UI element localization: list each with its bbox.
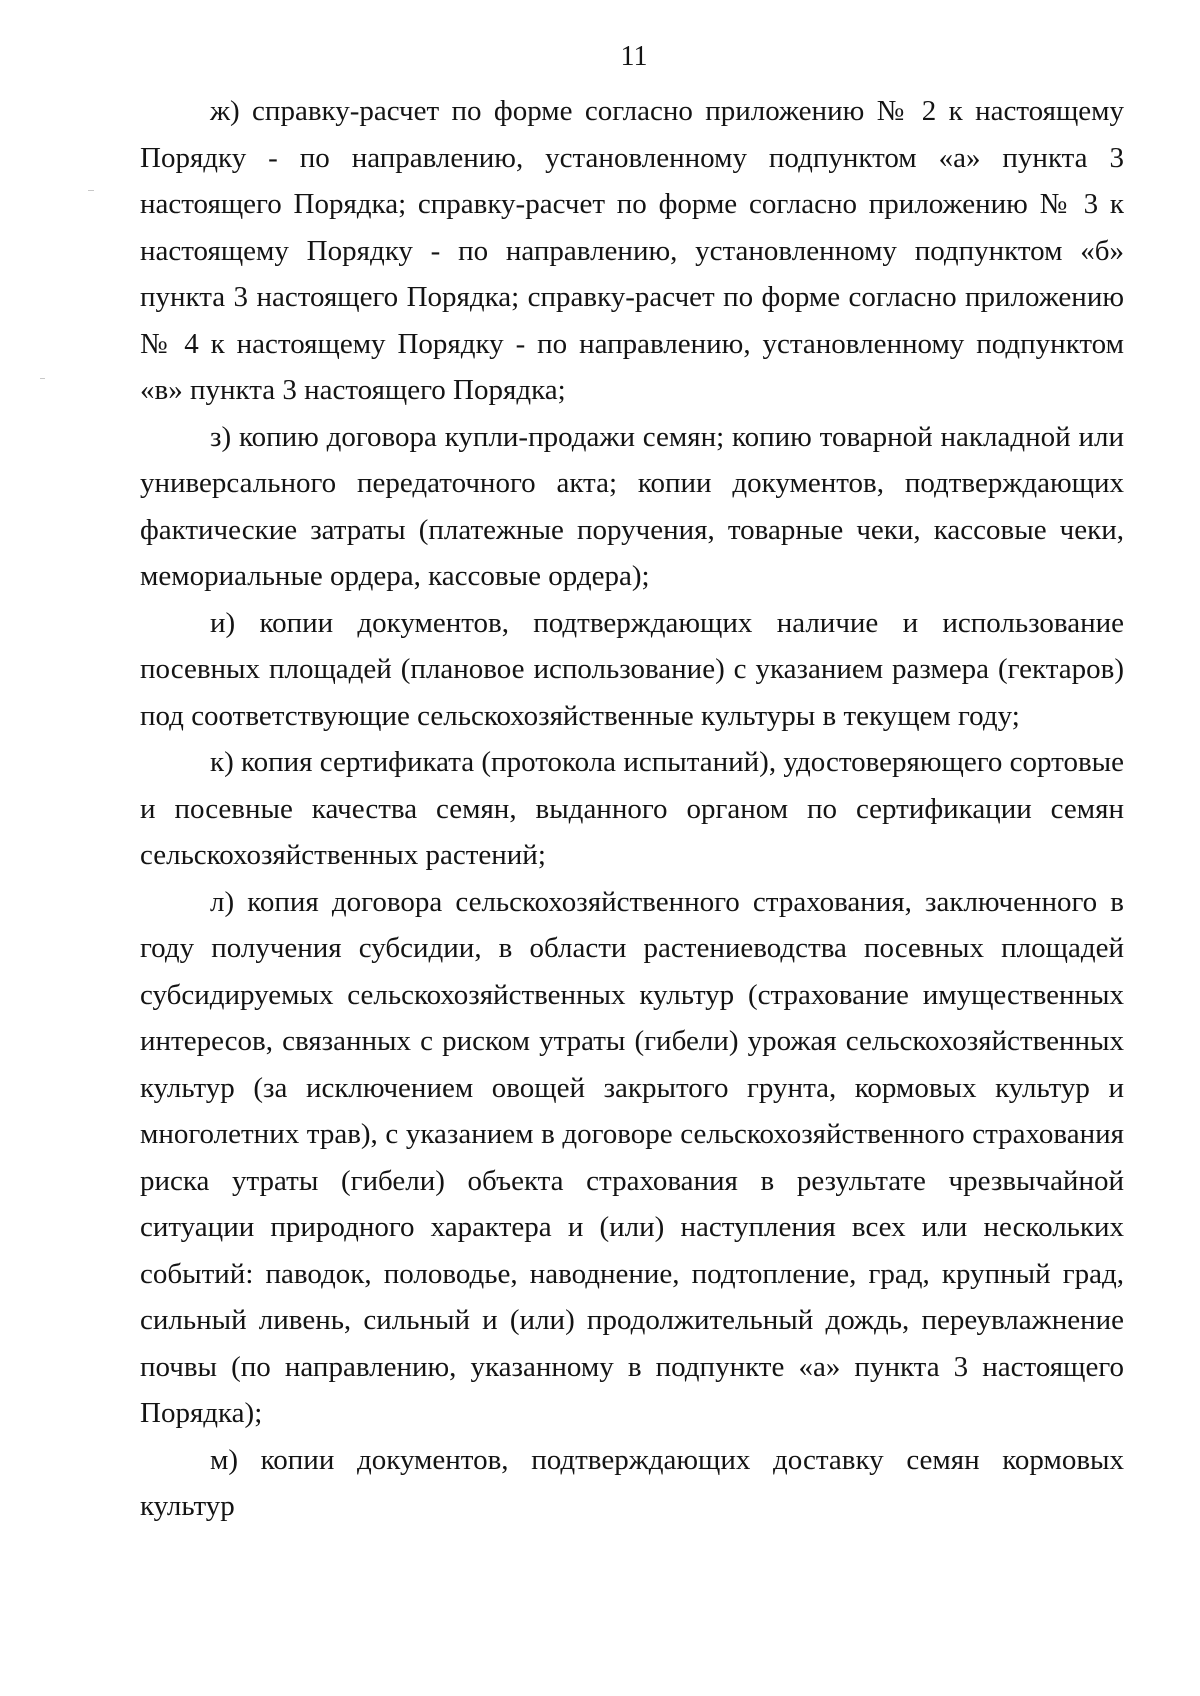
paragraph-l: л) копия договора сельскохозяйственного страхования, заключенного в году получения субсидии, в области растениеводства посевных площадей субсидируемых сельскохозяйственных культур (страхование имущественных интересов, связанных с риском утраты (гибели) урожая сельскохозяйственных культур (за исключением овощей закрытого грунта, кормовых культур и многолетних трав), с указанием в договоре сельскохозяйственного страхования риска утраты (гибели) объекта страхования в результате чрезвычайной ситуации природного характера и (или) наступления всех или нескольких событий: паводок, половодье, наводнение, подтопление, град, крупный град, сильный ливень, сильный и (или) продолжительный дождь, переувлажнение почвы (по направлению, указанному в подпункте «а» пункта 3 настоящего Порядка); (140, 885, 1124, 1429)
paragraph-m: м) копии документов, подтверждающих доставку семян кормовых культур (140, 1443, 1124, 1522)
paragraph-z: з) копию договора купли-продажи семян; копию товарной накладной или универсального передаточного акта; копии документов, подтверждающих фактические затраты (платежные поручения, товарные чеки, кассовые чеки, мемориальные ордера, кассовые ордера); (140, 420, 1124, 592)
page-number: 11 (620, 41, 648, 72)
paragraph-i: и) копии документов, подтверждающих наличие и использование посевных площадей (плановое использование) с указанием размера (гектаров) под соответствующие сельскохозяйственные культуры в текущем году; (140, 606, 1124, 732)
paragraph-zh: ж) справку-расчет по форме согласно приложению № 2 к настоящему Порядку - по направлению, установленному подпунктом «а» пункта 3 настоящего Порядка; справку-расчет по форме согласно приложению № 3 к настоящему Порядку - по направлению, установленному подпунктом «б» пункта 3 настоящего Порядка; справку-расчет по форме согласно приложению № 4 к настоящему Порядку - по направлению, установленному подпунктом «в» пункта 3 настоящего Порядка; (140, 95, 1124, 406)
document-body (140, 88, 1124, 1530)
scan-margin-mark (40, 378, 45, 379)
paragraph-k: к) копия сертификата (протокола испытаний), удостоверяющего сортовые и посевные качества семян, выданного органом по сертификации семян сельскохозяйственных растений; (140, 746, 1124, 871)
scan-margin-mark (88, 190, 94, 191)
